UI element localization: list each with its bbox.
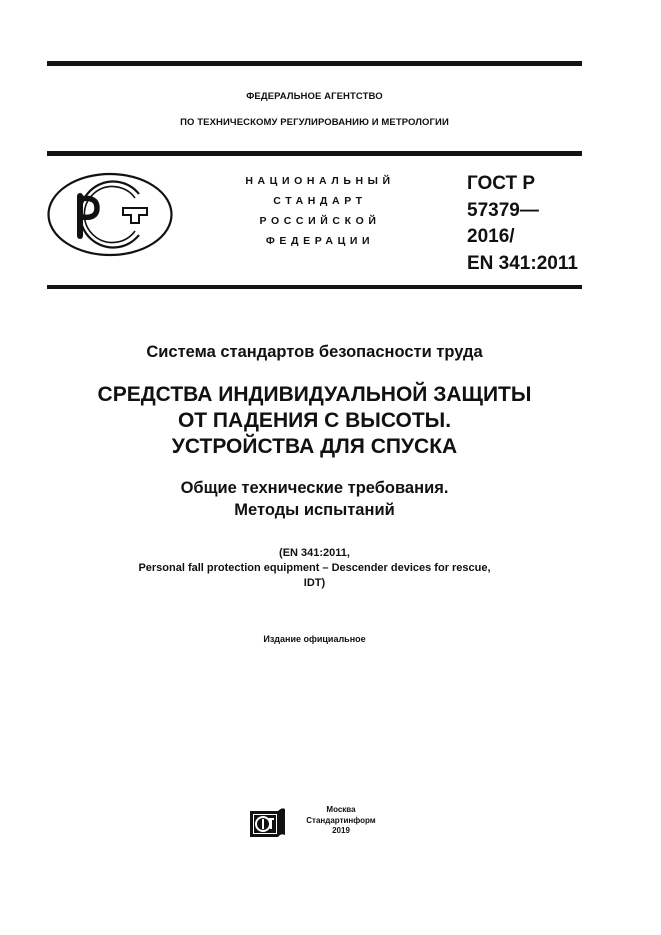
national-line: СТАНДАРТ — [273, 195, 367, 207]
national-line: ФЕДЕРАЦИИ — [265, 235, 375, 247]
main-title-line: ОТ ПАДЕНИЯ С ВЫСОТЫ. — [177, 409, 452, 432]
subtitle — [47, 477, 582, 521]
publisher-year: 2019 — [332, 826, 350, 835]
designation-line: 57379— — [467, 199, 539, 221]
top-rule — [47, 61, 582, 66]
standard-designation — [467, 171, 578, 277]
subtitle-line: Общие технические требования. — [180, 479, 449, 497]
reference-line: IDT) — [303, 577, 326, 589]
main-title-line: СРЕДСТВА ИНДИВИДУАЛЬНОЙ ЗАЩИТЫ — [97, 383, 532, 406]
agency-line-1: ФЕДЕРАЛЬНОЕ АГЕНТСТВО — [246, 91, 383, 102]
subtitle-line: Методы испытаний — [234, 501, 395, 519]
publisher-city: Москва — [326, 805, 356, 814]
middle-rule — [47, 151, 582, 156]
agency-line-2: ПО ТЕХНИЧЕСКОМУ РЕГУЛИРОВАНИЮ И МЕТРОЛОГИИ — [180, 117, 449, 128]
standartinform-logo-icon — [248, 807, 286, 839]
international-reference — [47, 546, 582, 591]
designation-line: 2016/ — [467, 226, 515, 247]
reference-line: (EN 341:2011, — [279, 547, 350, 559]
publisher-name: Стандартинформ — [306, 815, 376, 825]
main-title — [47, 382, 582, 460]
gost-rst-logo-icon — [47, 172, 174, 257]
national-line: НАЦИОНАЛЬНЫЙ — [245, 175, 395, 187]
national-standard-label — [232, 171, 408, 251]
designation-line: EN 341:2011 — [467, 252, 578, 274]
designation-line: ГОСТ Р — [467, 173, 536, 194]
bottom-rule — [47, 285, 582, 289]
publisher-text — [296, 805, 386, 837]
series-title: Система стандартов безопасности труда — [146, 343, 483, 361]
main-title-line: УСТРОЙСТВА ДЛЯ СПУСКА — [171, 435, 458, 458]
national-line: РОССИЙСКОЙ — [259, 215, 381, 227]
edition-label: Издание официальное — [263, 634, 366, 644]
reference-line: Personal fall protection equipment – Descender devices for rescue, — [138, 562, 491, 574]
publisher-block — [248, 805, 398, 841]
